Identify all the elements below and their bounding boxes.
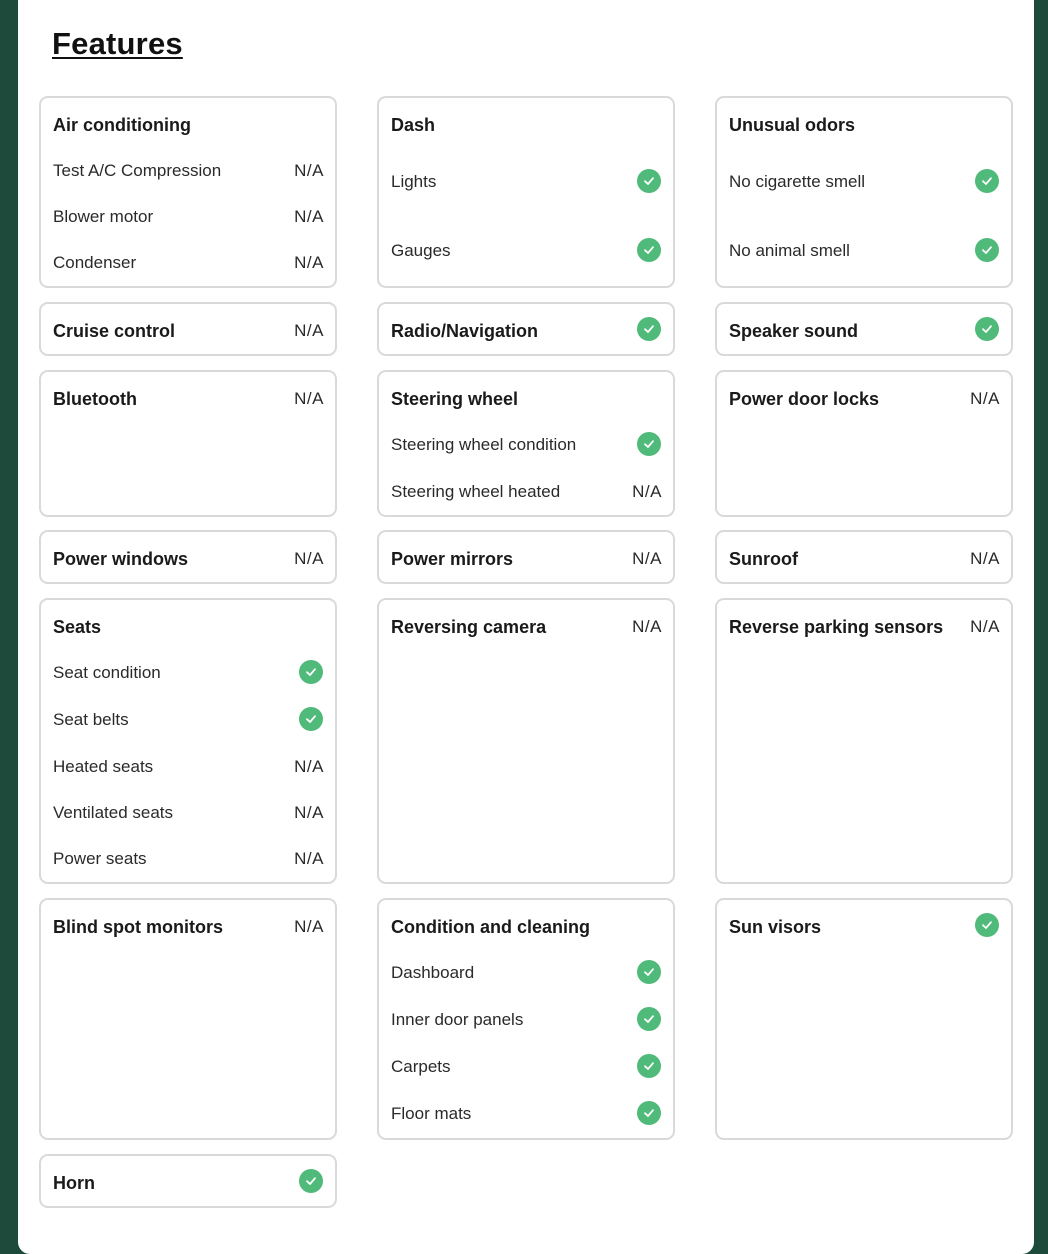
card-seats — [39, 598, 337, 884]
item-label: Steering wheel heated — [391, 482, 561, 501]
card-dash — [377, 96, 675, 288]
card-reverse-parking-sensors — [715, 598, 1013, 884]
check-circle-icon — [299, 660, 323, 684]
status-na: N/A — [294, 253, 324, 272]
card-title: Power door locks — [729, 389, 880, 409]
card-title: Seats — [53, 617, 102, 637]
item-label: Inner door panels — [391, 1010, 524, 1029]
item-label: Dashboard — [391, 963, 475, 982]
item-label: Heated seats — [53, 757, 154, 776]
status-na: N/A — [970, 617, 1000, 636]
card-unusual-odors — [715, 96, 1013, 288]
card-title: Steering wheel — [391, 389, 519, 409]
page-title: Features — [52, 26, 183, 61]
check-circle-icon — [637, 169, 661, 193]
check-circle-icon — [975, 913, 999, 937]
card-title: Unusual odors — [729, 115, 856, 135]
check-circle-icon — [299, 707, 323, 731]
card-title: Condition and cleaning — [391, 917, 590, 937]
status-na: N/A — [632, 549, 662, 568]
status-na: N/A — [294, 803, 324, 822]
card-title: Speaker sound — [729, 321, 859, 341]
check-circle-icon — [975, 169, 999, 193]
card-steering-wheel — [377, 370, 675, 517]
card-title: Horn — [53, 1173, 95, 1193]
card-title: Sun visors — [729, 917, 822, 937]
item-label: No cigarette smell — [729, 172, 866, 191]
card-radio-navigation — [377, 302, 675, 356]
item-label: No animal smell — [729, 241, 850, 260]
card-title: Bluetooth — [53, 389, 137, 409]
card-title: Dash — [391, 115, 436, 135]
card-title: Power windows — [53, 549, 189, 569]
card-horn — [39, 1154, 337, 1208]
card-power-windows — [39, 530, 337, 584]
check-circle-icon — [975, 317, 999, 341]
status-na: N/A — [632, 617, 662, 636]
card-power-mirrors — [377, 530, 675, 584]
item-label: Steering wheel condition — [391, 435, 577, 454]
item-label: Seat condition — [53, 663, 161, 682]
card-reversing-camera — [377, 598, 675, 884]
check-circle-icon — [975, 238, 999, 262]
status-na: N/A — [294, 207, 324, 226]
item-label: Condenser — [53, 253, 137, 272]
card-sun-visors — [715, 898, 1013, 1140]
card-title: Reverse parking sensors — [729, 617, 944, 637]
card-cruise-control — [39, 302, 337, 356]
card-title: Radio/Navigation — [391, 321, 539, 341]
status-na: N/A — [632, 482, 662, 501]
item-label: Power seats — [53, 849, 147, 868]
check-circle-icon — [637, 432, 661, 456]
card-title: Air conditioning — [53, 115, 191, 135]
card-title: Reversing camera — [391, 617, 547, 637]
card-blind-spot-monitors — [39, 898, 337, 1140]
check-circle-icon — [299, 1169, 323, 1193]
check-circle-icon — [637, 1101, 661, 1125]
status-na: N/A — [294, 917, 324, 936]
item-label: Gauges — [391, 241, 451, 260]
status-na: N/A — [970, 389, 1000, 408]
card-power-door-locks — [715, 370, 1013, 517]
card-speaker-sound — [715, 302, 1013, 356]
card-air-conditioning — [39, 96, 337, 288]
item-label: Ventilated seats — [53, 803, 174, 822]
item-label: Test A/C Compression — [53, 161, 222, 180]
check-circle-icon — [637, 960, 661, 984]
status-na: N/A — [970, 549, 1000, 568]
card-title: Blind spot monitors — [53, 917, 223, 937]
check-circle-icon — [637, 238, 661, 262]
status-na: N/A — [294, 389, 324, 408]
status-na: N/A — [294, 757, 324, 776]
item-label: Seat belts — [53, 710, 129, 729]
item-label: Lights — [391, 172, 437, 191]
item-label: Blower motor — [53, 207, 154, 226]
status-na: N/A — [294, 161, 324, 180]
check-circle-icon — [637, 317, 661, 341]
item-label: Floor mats — [391, 1104, 472, 1123]
card-title: Power mirrors — [391, 549, 514, 569]
card-title: Cruise control — [53, 321, 176, 341]
status-na: N/A — [294, 321, 324, 340]
card-bluetooth — [39, 370, 337, 517]
check-circle-icon — [637, 1007, 661, 1031]
check-circle-icon — [637, 1054, 661, 1078]
status-na: N/A — [294, 849, 324, 868]
card-sunroof — [715, 530, 1013, 584]
card-condition-and-cleaning — [377, 898, 675, 1140]
status-na: N/A — [294, 549, 324, 568]
card-title: Sunroof — [729, 549, 798, 569]
item-label: Carpets — [391, 1057, 451, 1076]
